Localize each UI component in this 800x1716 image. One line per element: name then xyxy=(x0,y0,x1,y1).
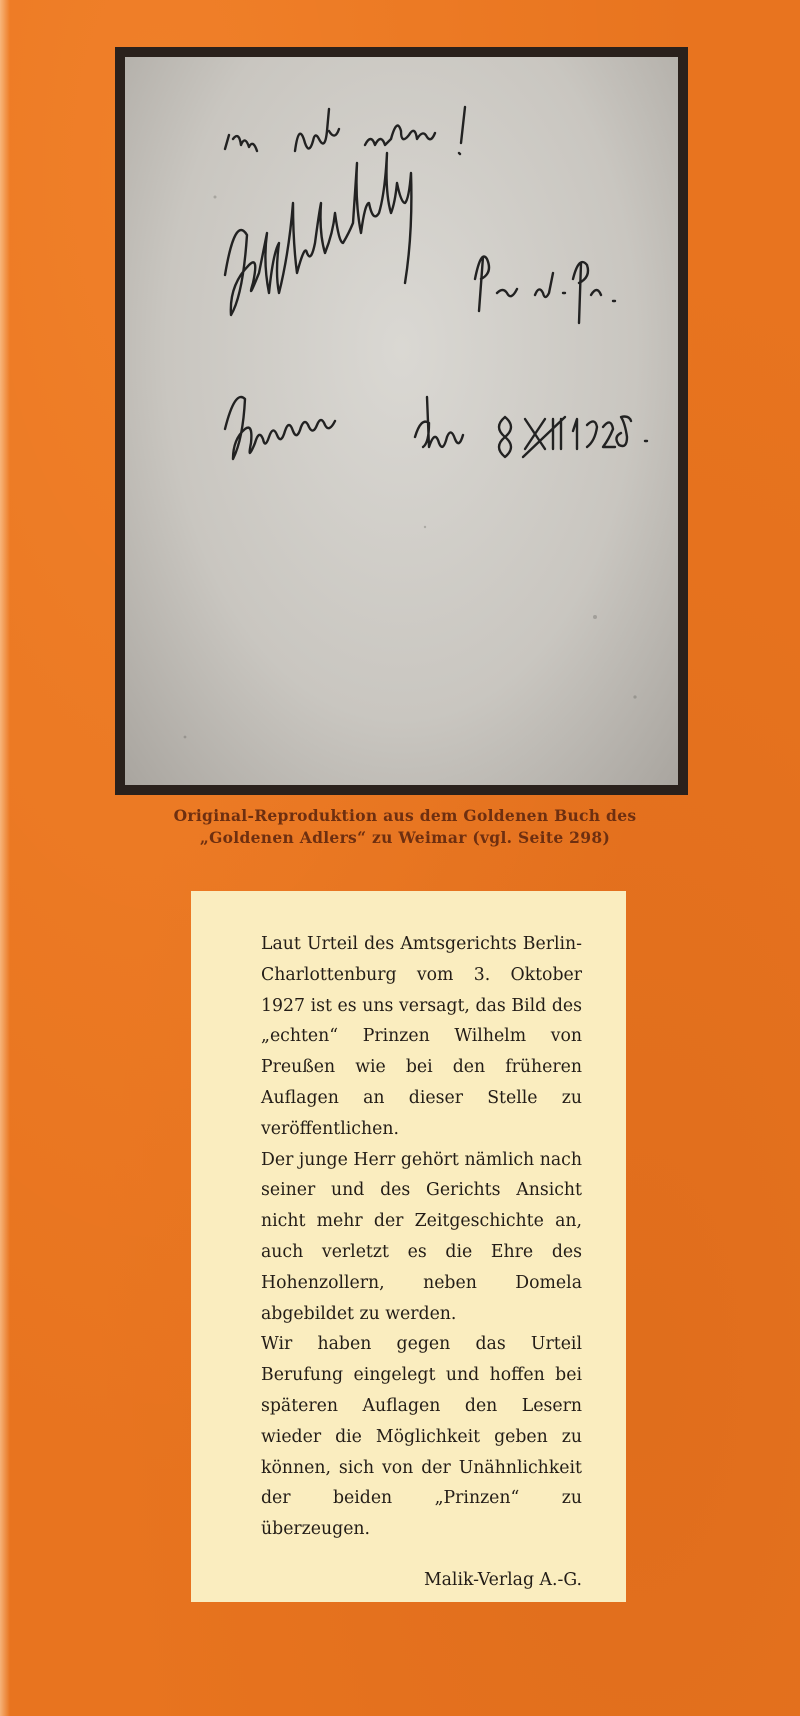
publisher-notice xyxy=(191,891,626,1602)
notice-paragraph-2: Der junge Herr gehört nämlich nach seiner und des Gerichts Ansicht nicht mehr der Zeitgeschichte an, auch verletzt es die Ehre des Hohenzollern, neben Domela abgebildet zu werden. xyxy=(261,1149,582,1324)
notice-paragraph-1: Laut Urteil des Amtsgerichts Berlin-Charlottenburg vom 3. Oktober 1927 ist es uns versagt, das Bild des „echten“ Prinzen Wilhelm von Preußen wie bei den früheren Auflagen an dieser Stelle zu veröffentlichen. xyxy=(261,934,582,1139)
photo-caption xyxy=(110,805,700,849)
guestbook-photo xyxy=(125,57,678,785)
caption-line-1: Original-Reproduktion aus dem Goldenen Buch des xyxy=(173,806,637,825)
publisher-signature: Malik-Verlag A.-G. xyxy=(423,1569,582,1590)
caption-line-2: „Goldenen Adlers“ zu Weimar (vgl. Seite 298) xyxy=(199,828,611,847)
cover-edge xyxy=(0,0,10,1716)
guestbook-photo-frame xyxy=(115,47,688,795)
notice-paragraph-3: Wir haben gegen das Urteil Berufung eingelegt und hoffen bei späteren Auflagen den Lesern wieder die Möglichkeit geben zu können, sich von der Unähnlichkeit der beiden „Prinzen“ zu überzeugen. xyxy=(261,1334,582,1540)
handwritten-signature-image xyxy=(125,57,678,785)
